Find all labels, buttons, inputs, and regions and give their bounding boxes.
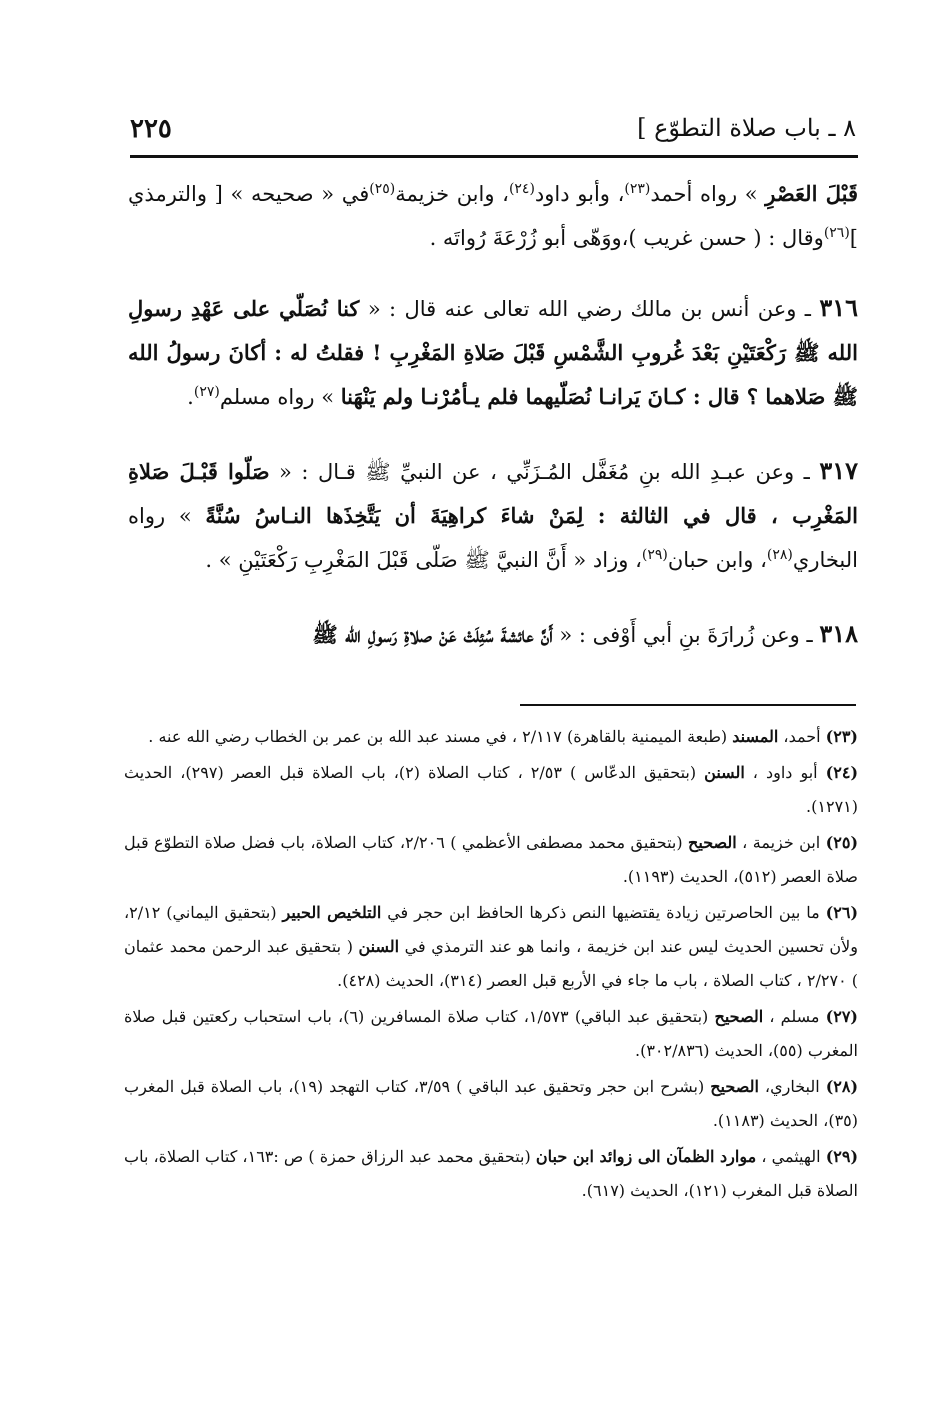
footnote <box>124 826 858 894</box>
body-text: ـ وعن عبـدِ الله بنِ مُغَفَّل المُـزَنِّي ، عن النبيِّ ﷺ قـال : « <box>269 460 820 484</box>
body-text: . <box>187 385 194 409</box>
footnote-reference: (٢٣) <box>624 181 651 197</box>
footnote-text: (بتحقيق اليماني) ٢/١٢، ولأن تحسين الحديث ليس عند ابن خزيمة ، وانما هو عند الترمذي في <box>124 903 859 956</box>
paragraph <box>128 612 858 657</box>
footnote-text: البخاري، <box>758 1077 826 1096</box>
body-text: ، وابن حبان <box>667 548 767 572</box>
footnote-reference: (٢٧) <box>193 384 220 400</box>
book-title: الصحيح <box>688 833 737 852</box>
footnote <box>124 896 858 998</box>
body-text: ـ وعن زُرارَةَ بنِ أبي أَوْفى : « <box>552 623 820 647</box>
footnote-number: (٢٣) <box>825 727 858 746</box>
header-rule <box>130 155 858 158</box>
footnote-reference: (٢٤) <box>508 181 535 197</box>
footnote-text: الهيثمي ، <box>756 1147 826 1166</box>
book-title: السنن <box>358 937 400 956</box>
hadith-text: صَلّوا قَبْـلَ صَلاةِ المَغْرِب ، قال في الثالثة : لِمَنْ شاءَ كراهِيَةَ أن يَتَّخِذَها النـاسُ سُنَّةً <box>128 459 858 528</box>
footnote-number: (٢٨) <box>825 1077 859 1096</box>
footnote-text: أبو داود ، <box>744 763 826 782</box>
body-text: ، وزاد « أَنَّ النبيَّ ﷺ صَلّى قَبْلَ المَغْرِبِ رَكْعَتَيْنِ » . <box>205 548 642 572</box>
footnote-reference: (٢٥) <box>369 181 396 197</box>
body-text: » رواه البخاري <box>128 504 858 572</box>
book-title: التلخيص الحبير <box>282 903 382 922</box>
footnote-number: (٢٦) <box>825 903 859 922</box>
hadith-number: ٣١٧ <box>819 456 858 485</box>
footnote-text: ابن خزيمة ، <box>736 833 826 852</box>
main-text <box>128 172 858 687</box>
body-text: ـ وعن أنس بن مالك رضي الله تعالى عنه قال : « <box>359 297 820 321</box>
footnote-reference: (٢٨) <box>766 547 793 563</box>
body-text: ، وأبو داود <box>534 182 625 206</box>
footnote-reference: (٢٦) <box>823 225 850 241</box>
footnote-text: ما بين الحاصرتين زيادة يقتضيها النص ذكرها الحافظ ابن حجر في <box>381 903 826 922</box>
footnote-number: (٢٩) <box>825 1147 859 1166</box>
footnote <box>124 1070 858 1138</box>
book-title: الصحيح <box>710 1077 759 1096</box>
footnote <box>124 1000 858 1068</box>
book-title: الصحيح <box>714 1007 764 1026</box>
footnote-text: (بشرح ابن حجر وتحقيق عبد الباقي ) ٣/٥٩، كتاب التهجد (١٩)، باب الصلاة قبل المغرب (٣٥)، الحديث (١١٨٣). <box>124 1077 858 1130</box>
paragraph <box>128 172 858 260</box>
footnote-text: (بتحقيق الدعّاس ) ٢/٥٣ ، كتاب الصلاة (٢)، باب الصلاة قبل العصر (٢٩٧)، الحديث (١٢٧١). <box>124 763 858 816</box>
footnote-text: (بتحقيق محمد مصطفى الأعظمي ) ٢/٢٠٦، كتاب الصلاة، باب فضل صلاة التطوّع قبل صلاة العصر (٥١٢)، الحديث (١١٩٣). <box>124 833 858 886</box>
hadith-number: ٣١٨ <box>819 619 858 648</box>
footnote-text: مسلم ، <box>763 1007 826 1026</box>
body-text: ، وابن خزيمة <box>395 182 509 206</box>
footnote <box>124 756 858 824</box>
paragraph <box>128 449 858 582</box>
page-header <box>130 110 856 154</box>
hadith-text: كنا نُصَلّي على عَهْدِ رسولِ الله ﷺ رَكْعَتَيْنِ بَعْدَ غُروبِ الشَّمْسِ قَبْلَ صَلاةِ المَغْرِبِ ! فقلتُ له : أكانَ رسولُ الله ﷺ صَلاهما ؟ قال : كـانَ يَرانـا نُصَلّيهما فلم يـأمُرْنـا ولم يَنْهَنا <box>128 296 858 409</box>
hadith-text: قَبْلَ العَصْرِ <box>765 181 858 206</box>
footnote-number: (٢٤) <box>825 763 859 782</box>
footnotes <box>124 720 858 1210</box>
footnote-text: أحمد، <box>778 727 826 746</box>
body-text: في « صحيحه » [ والترمذي ] <box>128 182 858 250</box>
book-title: السنن <box>704 763 745 782</box>
footnote-text: (طبعة الميمنية بالقاهرة) ٢/١١٧ ، في مسند عبد الله بن عمر بن الخطاب رضي الله عنه . <box>148 727 733 746</box>
footnote <box>124 720 858 754</box>
footnote <box>124 1140 858 1208</box>
footnote-text: ( بتحقيق عبد الرحمن محمد عثمان ) ٢/٢٧٠ ، كتاب الصلاة ، باب ما جاء في الأربع قبل العصر (٣١٤)، الحديث (٤٢٨). <box>124 937 858 990</box>
page-number: ٢٢٥ <box>130 114 172 144</box>
hadith-text: أَنَّ عائشةَ سُئِلَتْ عَنْ صلاةِ رَسولِ الله ﷺ <box>312 622 553 647</box>
body-text: » رواه أحمد <box>650 182 766 206</box>
body-text: » رواه مسلم <box>219 385 341 409</box>
hadith-number: ٣١٦ <box>819 293 858 322</box>
footnote-text: (بتحقيق محمد عبد الرزاق حمزة ) ص :١٦٣، كتاب الصلاة، باب الصلاة قبل المغرب (١٢١)، الحديث (٦١٧). <box>124 1147 858 1200</box>
footnote-text: (بتحقيق عبد الباقي) ١/٥٧٣، كتاب صلاة المسافرين (٦)، باب استحباب ركعتين قبل صلاة المغرب (٥٥)، الحديث (٣٠٢/٨٣٦). <box>124 1007 858 1060</box>
book-title: موارد الظمآن الى زوائد ابن حبان <box>535 1147 757 1166</box>
book-title: المسند <box>732 727 779 746</box>
footnote-number: (٢٧) <box>825 1007 858 1026</box>
footnote-reference: (٢٩) <box>641 547 668 563</box>
paragraph <box>128 286 858 419</box>
footnote-number: (٢٥) <box>825 833 859 852</box>
footnote-separator <box>520 704 856 706</box>
running-title: ٨ ـ باب صلاة التطوّع ] <box>637 114 856 142</box>
body-text: وقال : ( حسن غريب )،ووَهّى أبو زُرْعَةَ رُواتَه . <box>429 226 824 250</box>
